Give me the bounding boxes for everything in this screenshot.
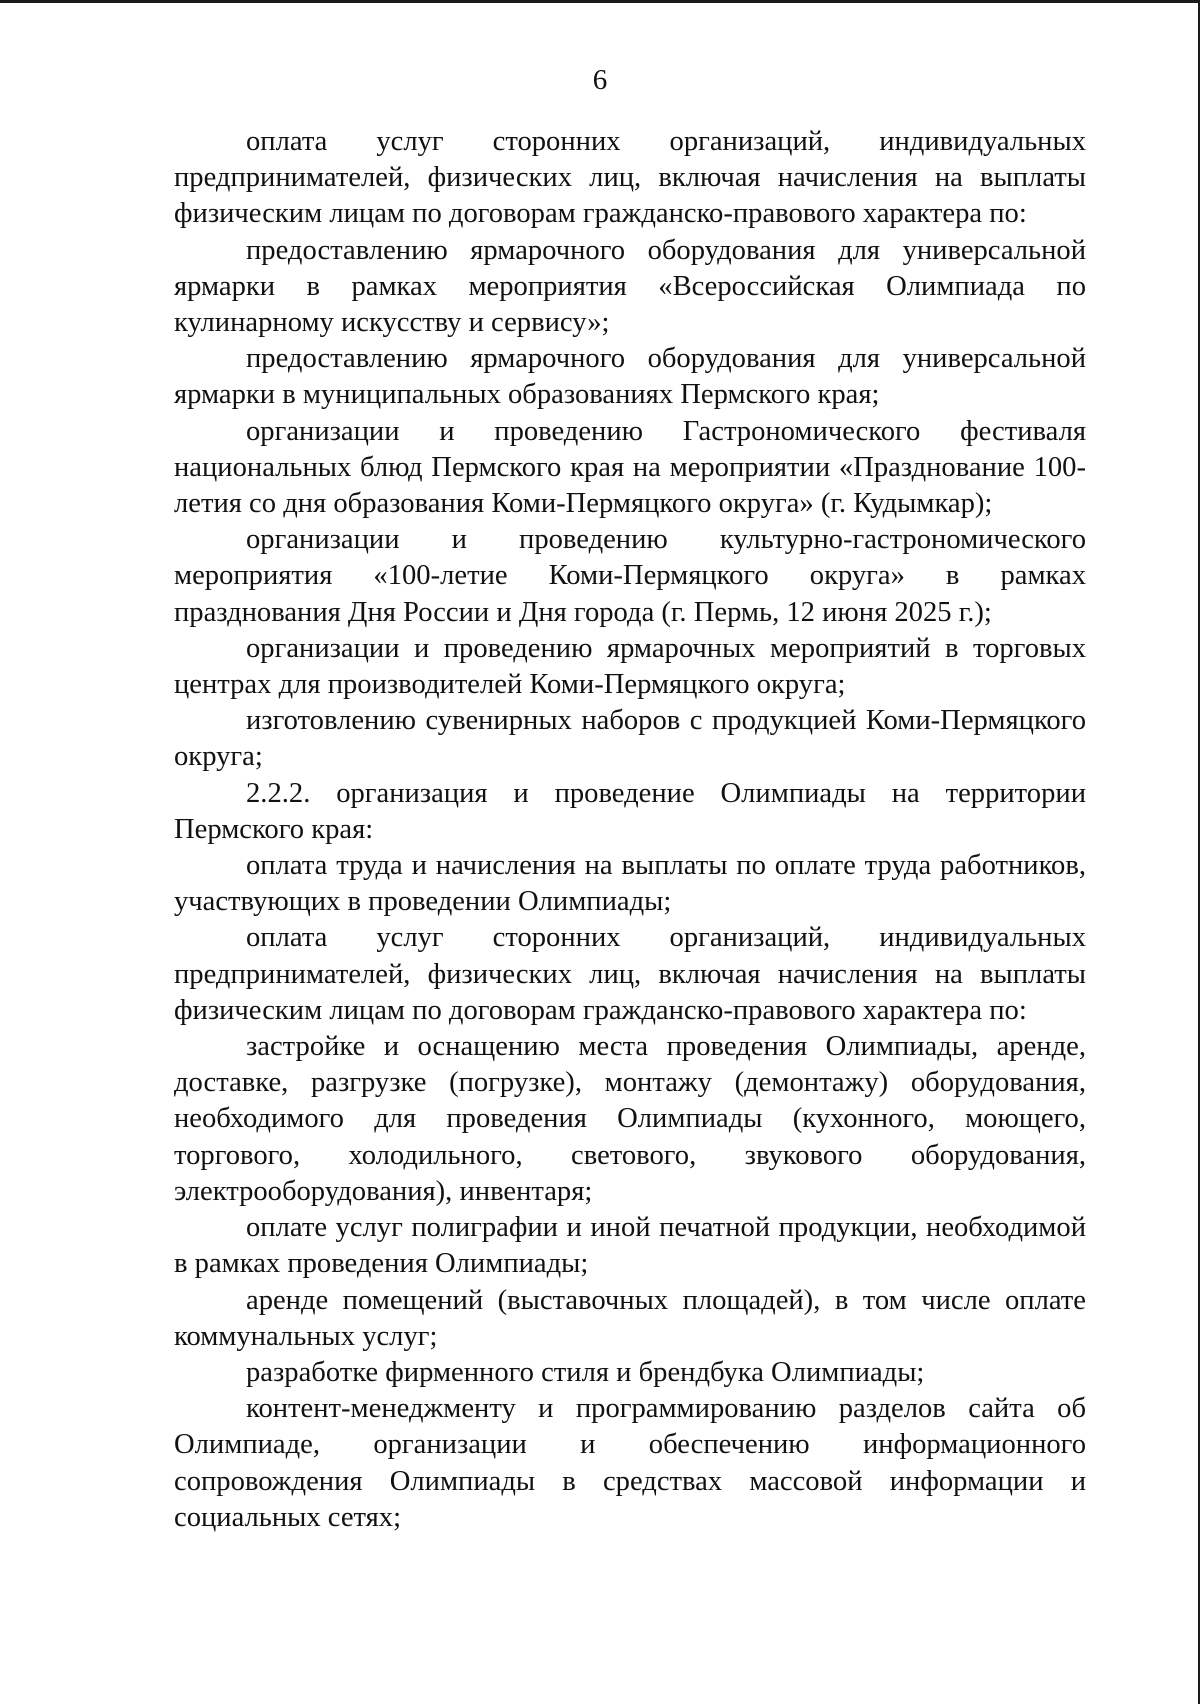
paragraph-printing-services: оплате услуг полиграфии и иной печатной продукции, необходимой в рамках проведения Олимпиады; — [174, 1212, 1086, 1280]
paragraph-services-payment-1: оплата услуг сторонних организаций, индивидуальных предпринимателей, физических лиц, включая начисления на выплаты физическим лицам по договорам гражданско-правового характера по: — [174, 126, 1086, 230]
paragraph-fair-events-shopping-centers: организации и проведению ярмарочных мероприятий в торговых центрах для производителей Коми-Пермяцкого округа; — [174, 632, 1086, 701]
paragraph-content-management: контент-менеджменту и программированию разделов сайта об Олимпиаде, организации и обеспечению информационного сопровождения Олимпиады в средствах массовой информации и социальных сетях; — [174, 1393, 1086, 1533]
paragraph-brand-style: разработке фирменного стиля и брендбука Олимпиады; — [246, 1356, 925, 1388]
paragraph-cultural-gastronomic-event: организации и проведению культурно-гастрономического мероприятия «100-летие Коми-Пермяцкого округа» в рамках празднования Дня России и Дня города (г. Пермь, 12 июня 2025 г.); — [174, 524, 1086, 628]
document-body — [174, 124, 1086, 1536]
paragraph-fair-equipment-olympiad: предоставлению ярмарочного оборудования для универсальной ярмарки в рамках мероприятия «Всероссийская Олимпиада по кулинарному искусству и сервису»; — [174, 234, 1086, 339]
paragraph-gastronomic-festival: организации и проведению Гастрономического фестиваля национальных блюд Пермского края на мероприятии «Празднование 100-летия со дня образования Коми-Пермяцкого округа» (г. Кудымкар); — [174, 415, 1086, 520]
paragraph-venue-construction: застройке и оснащению места проведения Олимпиады, аренде, доставке, разгрузке (погрузке), монтажу (демонтажу) оборудования, необходимого для проведения Олимпиады (кухонного, моющего, торгового, холодильного, светового, звукового оборудования, электрооборудования), инвентаря; — [174, 1031, 1086, 1207]
scan-edge-top — [0, 0, 1200, 3]
page-number: 6 — [592, 64, 608, 96]
paragraph-labor-payment: оплата труда и начисления на выплаты по оплате труда работников, участвующих в проведении Олимпиады; — [174, 850, 1086, 918]
paragraph-section-2-2-2: 2.2.2. организация и проведение Олимпиады на территории Пермского края: — [174, 777, 1086, 845]
paragraph-fair-equipment-municipal: предоставлению ярмарочного оборудования для универсальной ярмарки в муниципальных образованиях Пермского края; — [174, 343, 1086, 411]
paragraph-services-payment-2: оплата услуг сторонних организаций, индивидуальных предпринимателей, физических лиц, включая начисления на выплаты физическим лицам по договорам гражданско-правового характера по: — [174, 922, 1086, 1026]
paragraph-premises-rent: аренде помещений (выставочных площадей), в том числе оплате коммунальных услуг; — [174, 1284, 1086, 1352]
paragraph-souvenir-sets: изготовлению сувенирных наборов с продукцией Коми-Пермяцкого округа; — [174, 705, 1086, 773]
